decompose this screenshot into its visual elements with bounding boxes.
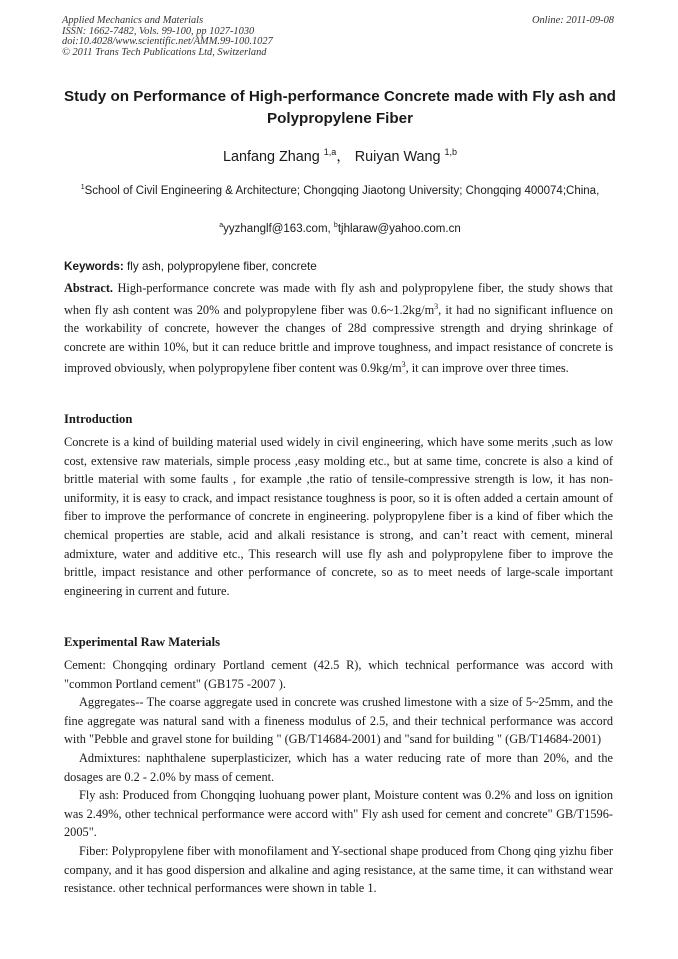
author-emails <box>40 218 640 237</box>
abstract-text: High-performance concrete was made with fly ash and polypropylene fiber, the study shows that when fly ash content was 20% and polypropylene fiber was 0.6~1.2kg/m <box>64 281 613 317</box>
introduction-text: Concrete is a kind of building material used widely in civil engineering, which have some merits ,such as low cost, extensive raw materials, simple process ,easy molding etc., but at same time, concrete is also a kind of brittle material with some faults , for example ,the ratio of tensile-compressive strength is low, it has non-uniformity, it is easy to crack, and impact resistance toughness is poor, so it is often added a certain amount of fiber to improve the performance of concrete in engineering. polypropylene fiber is a kind of fiber which the chemical properties are stable, acid and alkali resistance is strong, and can’t react with cement, mineral admixture, water and additive etc., This research will use fly ash and polypropylene fiber to improve the brittle, impact resistance and other performance of concrete, so as to meet needs of large-scale important engineering in current and future. <box>64 435 613 598</box>
abstract-text: , it had no significant influence on the workability of concrete, however the changes of 28d compressive strength and drying shrinkage of concrete are within 10%, but it can reduce brittle and improve toughness, and impact resistance of concrete is improved obviously, when polypropylene fiber content was 0.9kg/m <box>64 302 613 376</box>
online-date: Online: 2011-09-08 <box>531 15 614 26</box>
keywords-label: Keywords: <box>64 260 124 273</box>
journal-doi[interactable]: doi:10.4028/www.scientific.net/AMM.99-100.1027 <box>62 36 273 48</box>
author-affiliation-marker: 1,a <box>323 147 337 157</box>
email-separator: , <box>327 222 334 235</box>
affiliation-text: School of Civil Engineering & Architecture; Chongqing Jiaotong University; Chongqing 400074;China, <box>84 184 600 197</box>
journal-header <box>62 16 273 58</box>
materials-paragraph: Fiber: Polypropylene fiber with monofilament and Y-sectional shape produced from Chong qing yizhu fiber company, and it has good dispersion and alkaline and aging resistance, at the same time, it can withstand wear resistance. other technical performances were shown in table 1. <box>64 843 613 896</box>
abstract-text: , it can improve over three times. <box>405 361 569 376</box>
author-name: Ruiyan Wang <box>354 148 441 165</box>
materials-paragraph: Cement: Chongqing ordinary Portland cement (42.5 R), which technical performance was accord with "common Portland cement" (GB175 -2007 ). <box>64 658 613 691</box>
author-name: Lanfang Zhang <box>222 148 320 165</box>
author-separator: ， <box>336 148 351 165</box>
materials-paragraph: Aggregates-- The coarse aggregate used in concrete was crushed limestone with a size of 5~25mm, and the fine aggregate was natural sand with a fineness modulus of 2.5, and their technical performance was accord with "Pebble and gravel stone for building " (GB/T14684-2001) and "sand for building " (GB/T14684-2001) <box>64 695 613 747</box>
materials-paragraph: Fly ash: Produced from Chongqing luohuang power plant, Moisture content was 0.2% and loss on ignition was 2.49%, other technical performance were accord with" Fly ash used for cement and concrete" GB/T1596-2005". <box>64 788 613 840</box>
introduction-heading: Introduction <box>64 412 133 426</box>
abstract-label: Abstract. <box>64 281 114 295</box>
abstract-superscript: 3 <box>434 301 439 311</box>
author-list <box>40 143 640 166</box>
email-link[interactable]: tjhlaraw@yahoo.com.cn <box>337 222 461 235</box>
materials-paragraph: Admixtures: naphthalene superplasticizer, which has a water reducing rate of more than 20%, and the dosages are 0.2 - 2.0% by mass of cement. <box>64 750 613 784</box>
email-marker: b <box>333 222 338 229</box>
abstract <box>64 279 613 378</box>
email-link[interactable]: yyzhanglf@163.com <box>223 222 328 235</box>
keywords-text: fly ash, polypropylene fiber, concrete <box>127 260 317 273</box>
keywords <box>64 259 317 275</box>
paper-title: Study on Performance of High-performance Concrete made with Fly ash and Polypropylene Fiber <box>64 88 616 127</box>
author-affiliation-marker: 1,b <box>444 147 458 157</box>
affiliation-marker: 1 <box>80 184 85 191</box>
materials-heading: Experimental Raw Materials <box>64 635 220 649</box>
journal-copyright: © 2011 Trans Tech Publications Ltd, Switzerland <box>62 46 267 58</box>
materials-section <box>64 656 613 898</box>
journal-name: Applied Mechanics and Materials <box>62 15 204 26</box>
affiliation <box>80 178 600 201</box>
email-marker: a <box>219 222 224 229</box>
abstract-superscript: 3 <box>401 360 406 370</box>
journal-issn: ISSN: 1662-7482, Vols. 99-100, pp 1027-1030 <box>62 25 255 37</box>
